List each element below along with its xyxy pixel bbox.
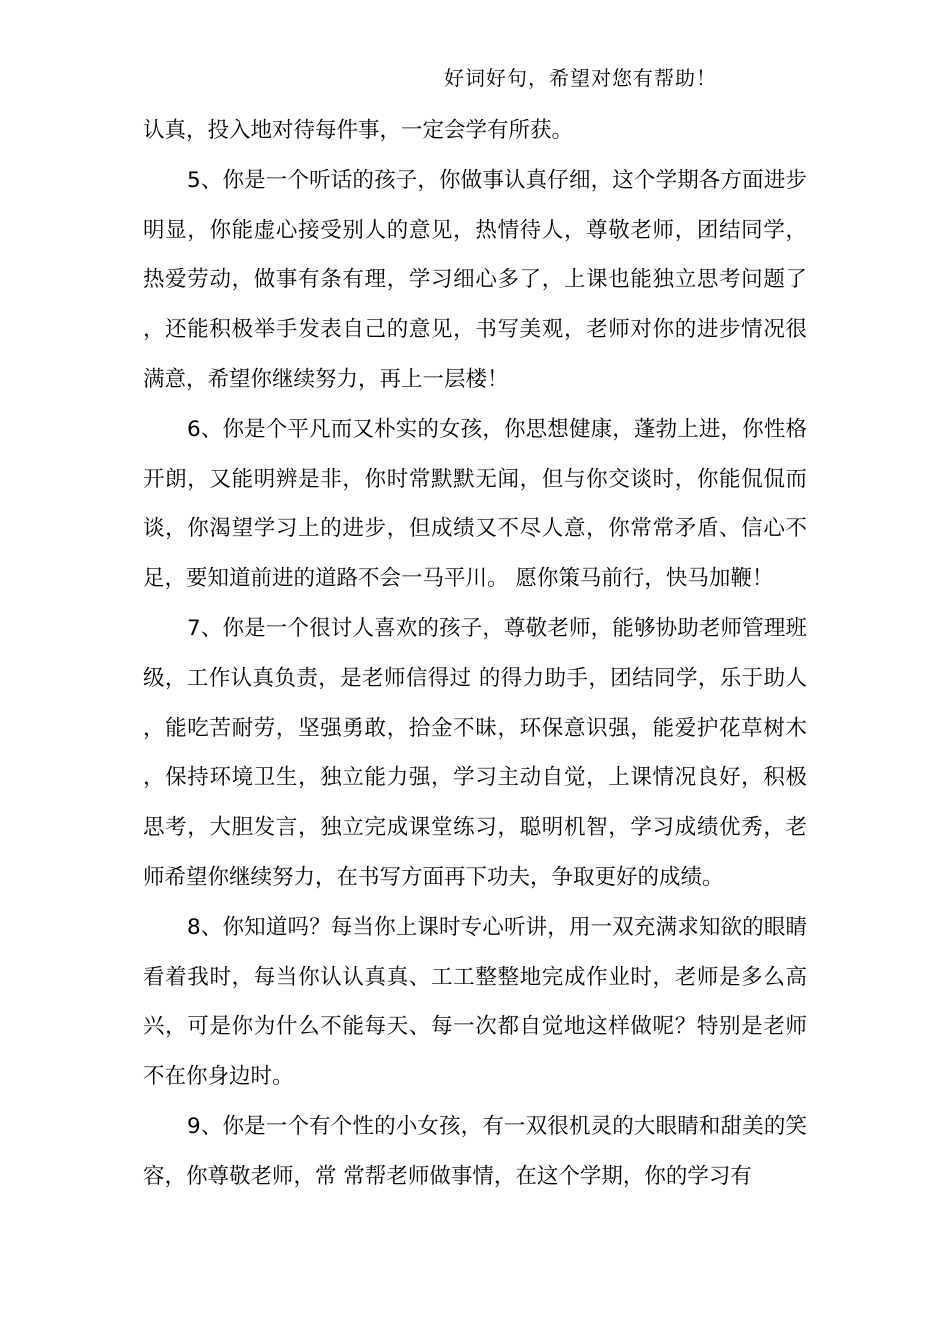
paragraph-continuation: 认真，投入地对待每件事，一定会学有所获。 <box>143 118 574 143</box>
paragraph-item-9: 9、你是一个有个性的小女孩，有一双很机灵的大眼睛和甜美的笑容，你尊敬老师，常 常帮老师做事情，在这个学期，你的学习有 <box>143 1113 807 1189</box>
page-header: 好词好句，希望对您有帮助！ <box>444 66 717 90</box>
paragraph-item-8: 8、你知道吗？每当你上课时专心听讲，用一双充满求知欲的眼睛看着我时，每当你认认真真、工工整整地完成作业时，老师是多么高兴，可是你为什么不能每天、每一次都自觉地这样做呢？特别是老师不在你身边时。 <box>143 914 807 1090</box>
paragraph-item-6: 6、你是个平凡而又朴实的女孩，你思想健康，蓬勃上进，你性格开朗，又能明辨是非，你时常默默无闻，但与你交谈时，你能侃侃而谈，你渴望学习上的进步，但成绩又不尽人意，你常常矛盾、信心不足，要知道前进的道路不会一马平川。 愿你策马前行，快马加鞭！ <box>143 416 807 592</box>
document-body <box>143 106 807 1202</box>
paragraph-item-5: 5、你是一个听话的孩子，你做事认真仔细，这个学期各方面进步明显，你能虚心接受别人的意见，热情待人，尊敬老师，团结同学，热爱劳动，做事有条有理，学习细心多了，上课也能独立思考问题了，还能积极举手发表自己的意见，书写美观，老师对你的进步情况很满意，希望你继续努力，再上一层楼！ <box>143 167 807 392</box>
paragraph-item-7: 7、你是一个很讨人喜欢的孩子，尊敬老师，能够协助老师管理班级，工作认真负责，是老师信得过 的得力助手，团结同学，乐于助人，能吃苦耐劳，坚强勇敢，拾金不昧，环保意识强，能爱护花草树木，保持环境卫生，独立能力强，学习主动自觉，上课情况良好，积极思考，大胆发言，独立完成课堂练习，聪明机智，学习成绩优秀，老师希望你继续努力，在书写方面再下功夫，争取更好的成绩。 <box>143 615 807 890</box>
